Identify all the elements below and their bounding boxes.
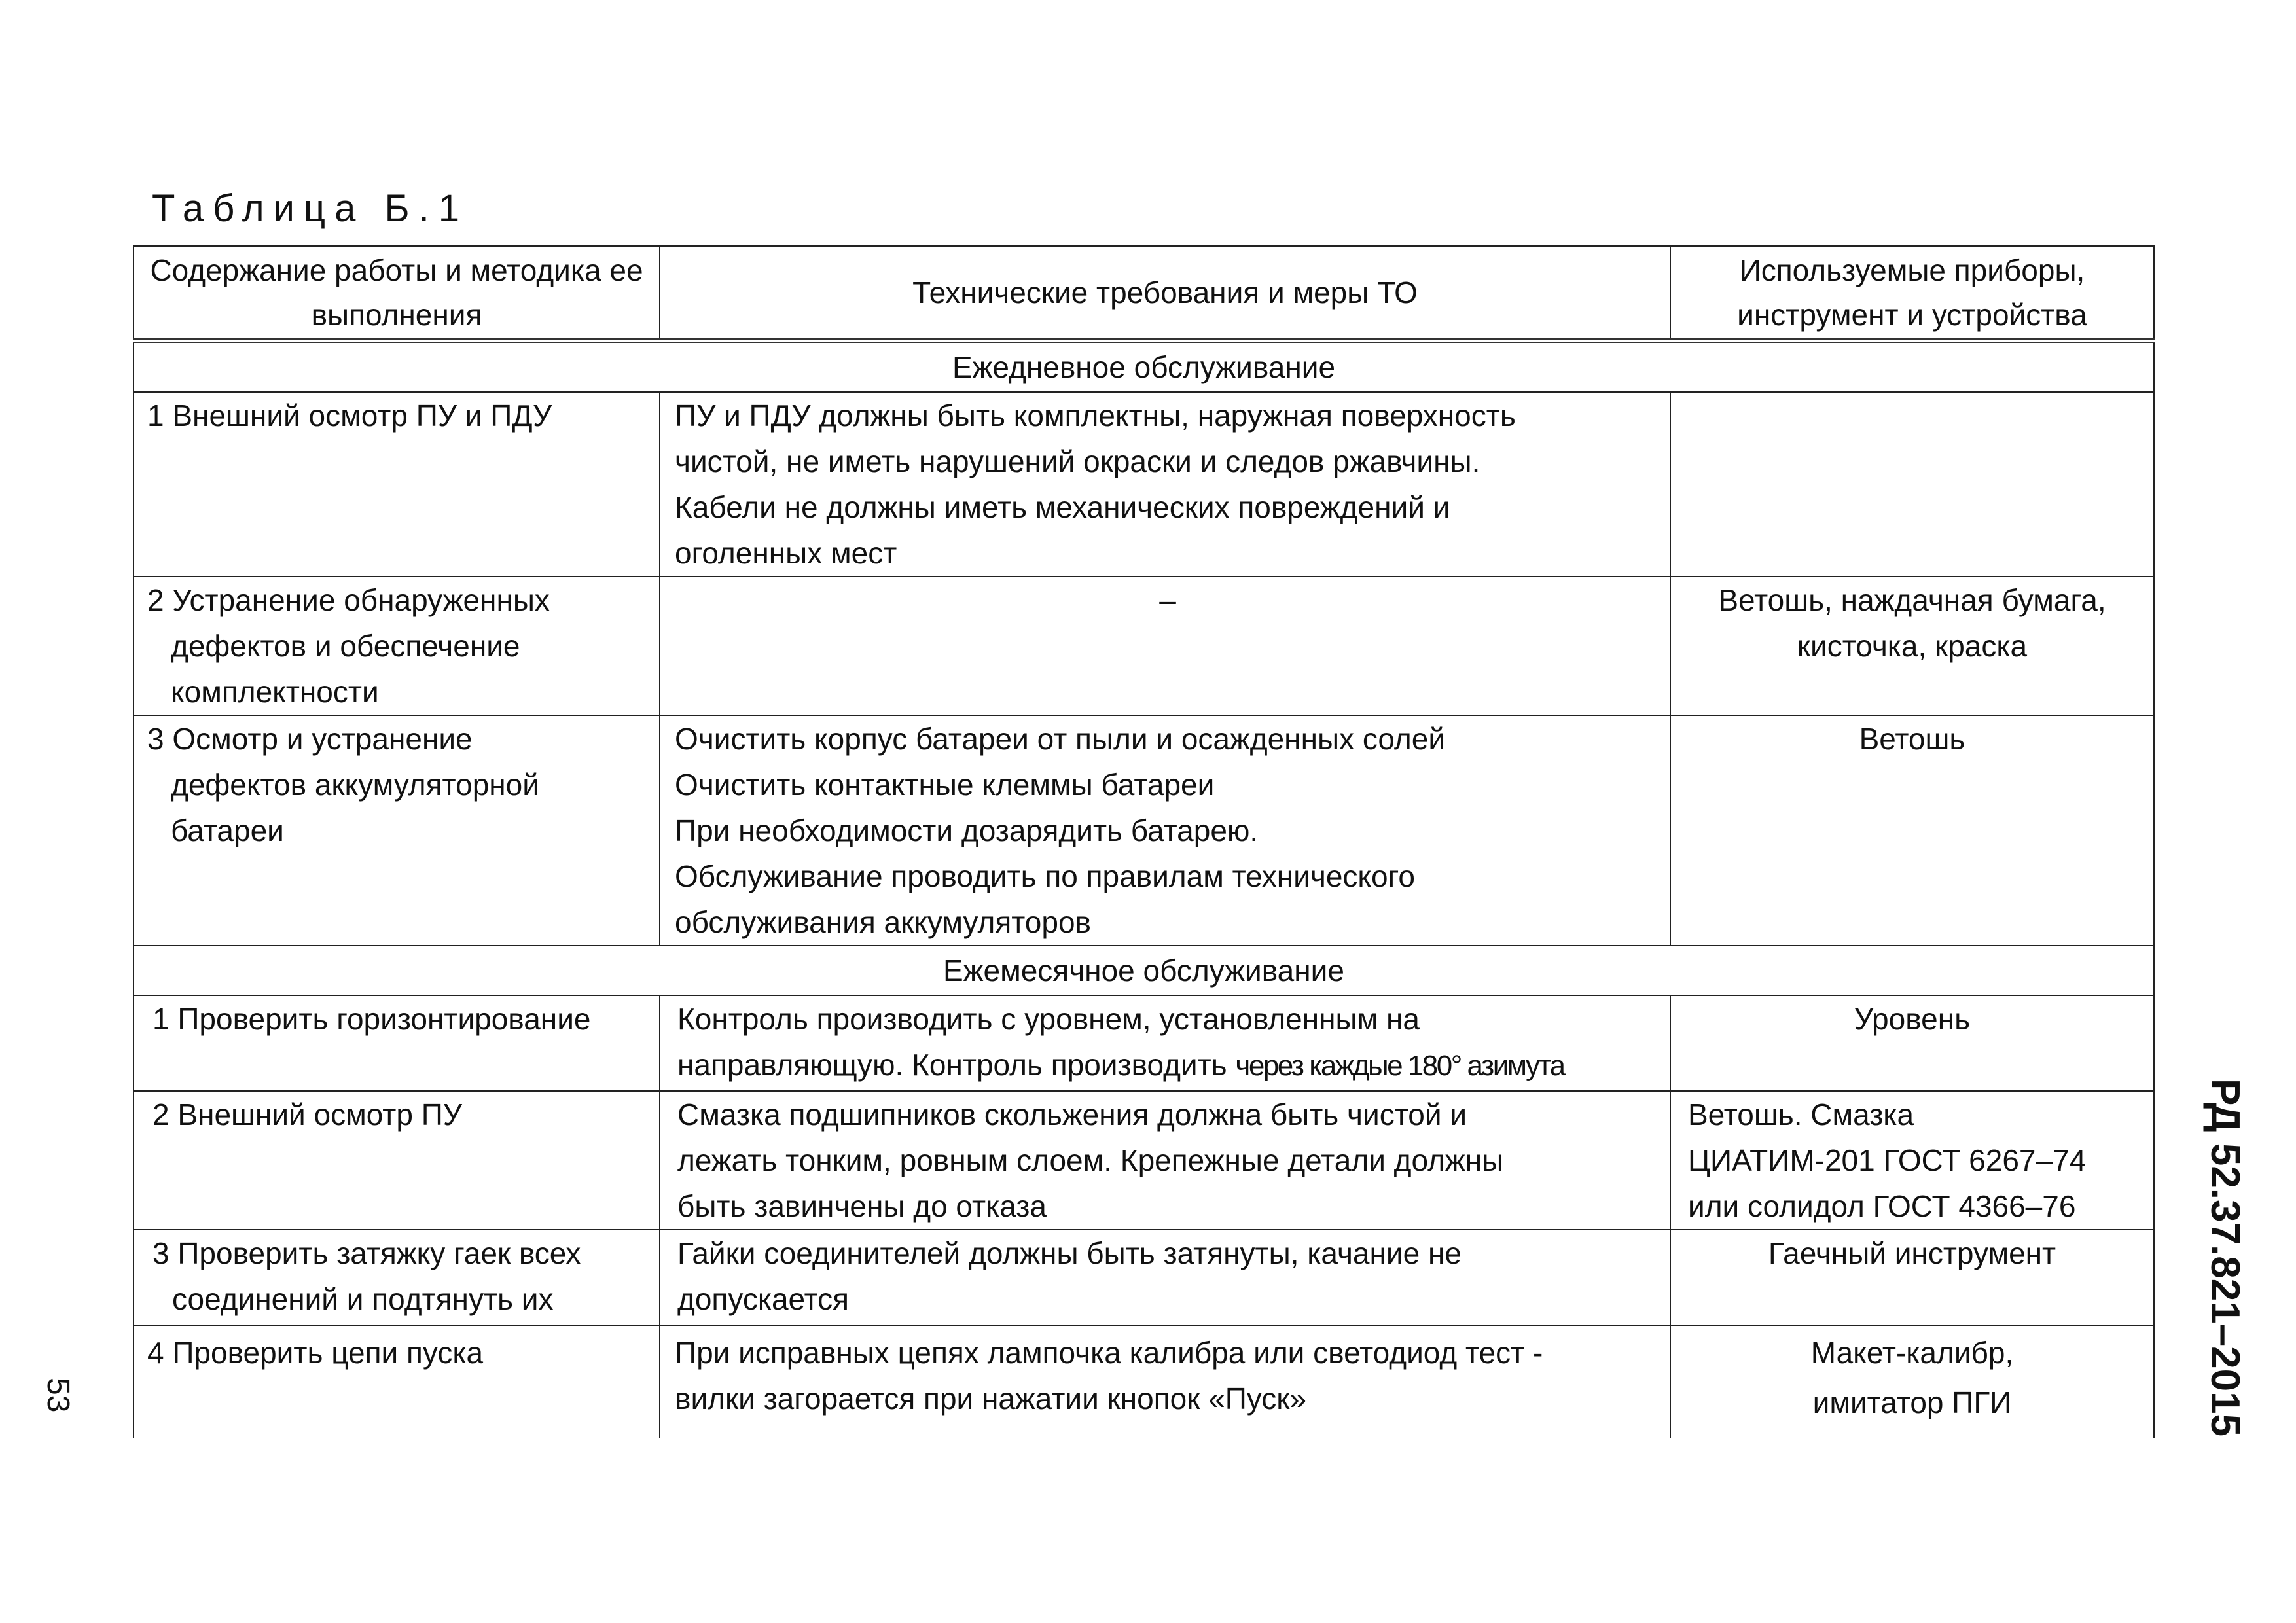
tools-line: Уровень [1854,1002,1971,1036]
req-line: допускается [677,1282,850,1316]
req-line: оголенных мест [675,536,897,570]
header-requirements [660,246,1670,341]
section-row-daily [134,341,2154,393]
cell-tools [1670,577,2154,715]
work-text: 3 Проверить затяжку гаек всех [152,1236,581,1270]
work-text: 1 Внешний осмотр ПУ и ПДУ [147,399,552,433]
work-text: дефектов и обеспечение [171,629,520,663]
req-line [677,1042,1660,1089]
maintenance-table [133,245,2155,1438]
cell-work [134,995,660,1091]
header-tools [1670,246,2154,341]
header-work-line: Содержание работы [150,253,437,287]
cell-requirements [660,995,1670,1091]
header-tools-line: Используемые приборы, [1739,253,2085,287]
cell-tools [1670,995,2154,1091]
table-row [134,995,2154,1091]
work-text: 4 Проверить цепи пуска [147,1336,484,1370]
cell-requirements [660,1325,1670,1438]
req-line: чистой, не иметь нарушений окраски и следов ржавчины. [675,444,1480,478]
table-row [134,392,2154,577]
section-title: Ежедневное обслуживание [134,341,2154,393]
tools-line: имитатор ПГИ [1812,1385,2012,1419]
tools-line: кисточка, краска [1797,629,2028,663]
cell-tools [1670,715,2154,946]
req-line: При необходимости дозарядить батарею. [675,813,1259,847]
page-number: 53 [41,1378,75,1413]
req-line: – [1159,583,1176,617]
work-text: 2 Внешний осмотр ПУ [152,1097,463,1132]
req-line: Очистить контактные клеммы батареи [675,768,1215,802]
table-row [134,1325,2154,1438]
header-requirements-text: Технические требования и меры ТО [912,276,1418,310]
req-line-part: направляющую. Контроль производить [677,1048,1227,1082]
work-text: батареи [171,813,284,847]
section-title: Ежемесячное обслуживание [134,946,2154,995]
req-line: Обслуживание проводить по правилам технического [675,859,1415,893]
cell-requirements [660,577,1670,715]
cell-work [134,1091,660,1230]
req-line: быть завинчены до отказа [677,1189,1047,1223]
table-row [134,577,2154,715]
req-line: обслуживания аккумуляторов [675,905,1091,939]
cell-tools [1670,1091,2154,1230]
table-row [134,715,2154,946]
work-text: 1 Проверить горизонтирование [152,1002,591,1036]
req-line: лежать тонким, ровным слоем. Крепежные детали должны [677,1143,1504,1177]
cell-work [134,1230,660,1325]
tools-line: Ветошь, наждачная бумага, [1718,583,2106,617]
work-text: дефектов аккумуляторной [171,768,539,802]
work-text: 3 Осмотр и устранение [147,722,473,756]
section-row-monthly [134,946,2154,995]
tools-line: Ветошь. Смазка [1688,1097,1914,1132]
req-line: Смазка подшипников скольжения должна быть чистой и [677,1097,1467,1132]
tools-line: Гаечный инструмент [1768,1236,2056,1270]
header-work-content [134,246,660,341]
tools-line: или солидол ГОСТ 4366–76 [1688,1189,2076,1223]
work-text: 2 Устранение обнаруженных [147,583,550,617]
table-caption: Таблица Б.1 [152,187,469,230]
tools-line: Ветошь [1859,722,1965,756]
table-row [134,1230,2154,1325]
cell-tools [1670,392,2154,577]
cell-tools [1670,1230,2154,1325]
cell-work [134,1325,660,1438]
table-header-row [134,246,2154,341]
header-work-line: и методика ее выполнения [311,253,643,332]
req-line: Контроль производить с уровнем, установленным на [677,1002,1420,1036]
cell-requirements [660,392,1670,577]
cell-work [134,577,660,715]
req-line: ПУ и ПДУ должны быть комплектны, наружная поверхность [675,399,1516,433]
req-line: Очистить корпус батареи от пыли и осажденных солей [675,722,1446,756]
cell-requirements [660,715,1670,946]
header-tools-line: инструмент и устройства [1737,298,2087,332]
cell-requirements [660,1230,1670,1325]
cell-requirements [660,1091,1670,1230]
cell-work [134,715,660,946]
tools-line: Макет-калибр, [1810,1336,2014,1370]
cell-tools [1670,1325,2154,1438]
req-line: При исправных цепях лампочка калибра или светодиод тест - [675,1336,1543,1370]
req-line: вилки загорается при нажатии кнопок «Пуск» [675,1382,1306,1416]
req-line-condensed: через каждые 180° азимута [1235,1050,1564,1082]
req-line: Кабели не должны иметь механических повреждений и [675,490,1450,524]
req-line: Гайки соединителей должны быть затянуты, качание не [677,1236,1462,1270]
document-code: РД 52.37.821–2015 [2202,1079,2248,1437]
table-row [134,1091,2154,1230]
work-text: соединений и подтянуть их [172,1282,554,1316]
cell-work [134,392,660,577]
work-text: комплектности [171,675,379,709]
tools-line: ЦИАТИМ-201 ГОСТ 6267–74 [1688,1143,2087,1177]
